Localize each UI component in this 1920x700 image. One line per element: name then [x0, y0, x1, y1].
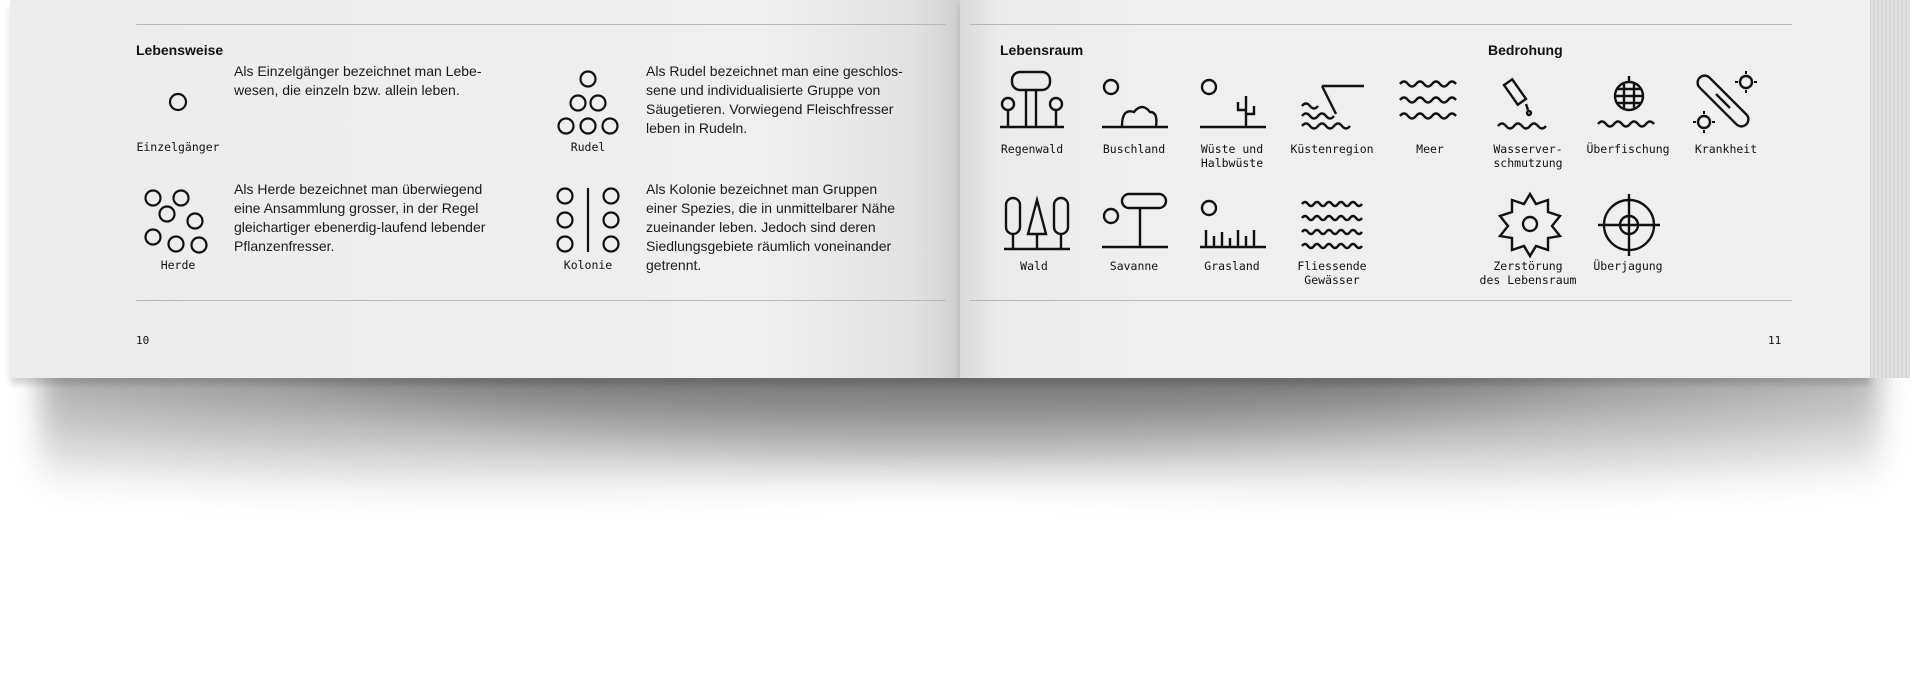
- rainforest-icon: [1000, 70, 1066, 130]
- circle-pyramid-icon: [553, 70, 623, 136]
- bushland-icon: [1102, 78, 1168, 130]
- left-page: [10, 0, 960, 378]
- river-icon: [1300, 200, 1366, 248]
- circle-cluster-icon: [143, 186, 213, 256]
- caption-wueste: Wüste und Halbwüste: [1200, 142, 1264, 170]
- caption-meer: Meer: [1416, 142, 1444, 156]
- top-rule-right: [970, 24, 1792, 25]
- forest-icon: [1004, 196, 1070, 252]
- desert-icon: [1200, 78, 1266, 130]
- top-rule: [136, 24, 946, 25]
- lebensweise-heading: Lebensweise: [136, 42, 224, 58]
- caption-herde: Herde: [160, 258, 196, 272]
- caption-krankheit: Krankheit: [1694, 142, 1758, 156]
- text-einzelgaenger: Als Einzelgänger bezeichnet man Lebe- wesen, die einzeln bzw. allein leben.: [234, 63, 482, 98]
- single-circle-icon: [168, 92, 188, 112]
- hunting-icon: [1596, 192, 1662, 258]
- page-number-left: 10: [136, 334, 150, 347]
- savanna-icon: [1102, 192, 1168, 250]
- bottom-rule-right: [970, 300, 1792, 301]
- caption-einzelgaenger: Einzelgänger: [136, 140, 220, 154]
- coast-icon: [1300, 84, 1366, 130]
- bedrohung-heading: Bedrohung: [1488, 42, 1563, 58]
- grassland-icon: [1200, 200, 1266, 250]
- circle-columns-icon: [555, 186, 621, 256]
- page-number-right: 11: [1768, 334, 1782, 347]
- caption-zerstoerung: Zerstörung des Lebensraum: [1479, 259, 1577, 287]
- caption-ueberjagung: Überjagung: [1593, 259, 1663, 273]
- water-pollution-icon: [1496, 78, 1562, 130]
- caption-rudel: Rudel: [570, 140, 606, 154]
- bottom-rule: [136, 300, 946, 301]
- caption-buschland: Buschland: [1102, 142, 1166, 156]
- caption-kuestenregion: Küstenregion: [1290, 142, 1374, 156]
- open-book: [10, 0, 1910, 378]
- habitat-destruction-icon: [1496, 190, 1564, 258]
- caption-savanne: Savanne: [1109, 259, 1159, 273]
- caption-fliessende-gewaesser: Fliessende Gewässer: [1297, 259, 1367, 287]
- caption-wald: Wald: [1020, 259, 1048, 273]
- sea-icon: [1398, 78, 1464, 128]
- caption-ueberfischung: Überfischung: [1586, 142, 1670, 156]
- disease-icon: [1694, 70, 1760, 134]
- text-herde: Als Herde bezeichnet man überwiegend eine Ansammlung grosser, in der Regel gleichartiger ebenerdig-laufend lebender Pflanzenfresser.: [234, 181, 486, 254]
- text-rudel: Als Rudel bezeichnet man eine geschlos- sene und individualisierte Gruppe von Säugetieren. Vorwiegend Fleischfresser leben in Rudeln.: [646, 63, 903, 136]
- caption-wasserverschmutzung: Wasserver- schmutzung: [1493, 142, 1563, 170]
- caption-regenwald: Regenwald: [1000, 142, 1064, 156]
- overfishing-icon: [1596, 74, 1662, 130]
- right-page: [960, 0, 1870, 378]
- caption-grasland: Grasland: [1204, 259, 1260, 273]
- page-edges: [1870, 0, 1910, 378]
- text-kolonie: Als Kolonie bezeichnet man Gruppen einer Spezies, die in unmittelbarer Nähe zueinander leben. Jedoch sind deren Siedlungsgebiete räumlich voneinander getrennt.: [646, 181, 896, 273]
- caption-kolonie: Kolonie: [563, 258, 613, 272]
- lebensraum-heading: Lebensraum: [1000, 42, 1084, 58]
